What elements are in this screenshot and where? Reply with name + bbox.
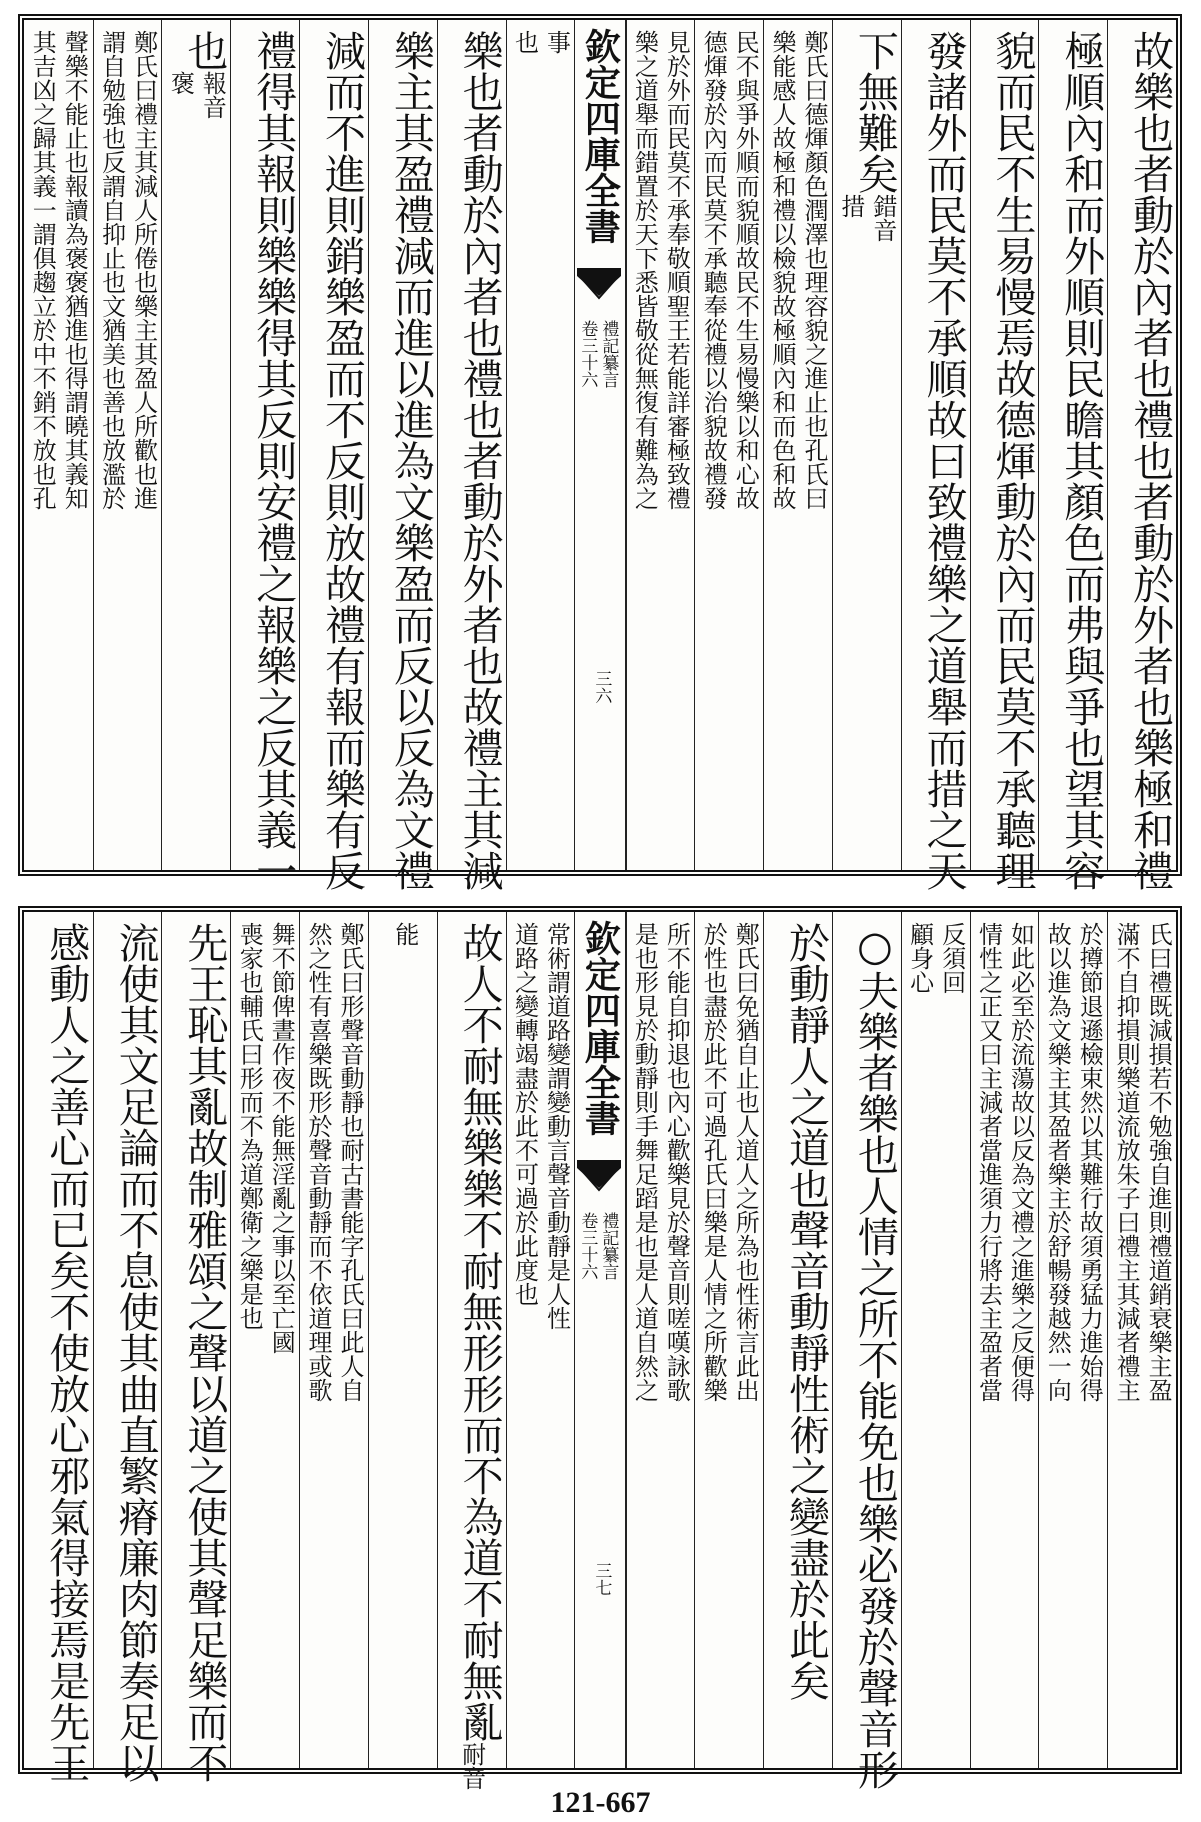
commentary-text: 見於外而民莫不承奉敬順聖王若能詳審極致禮 bbox=[662, 30, 691, 510]
text-column bbox=[230, 20, 299, 891]
text-column bbox=[161, 20, 230, 870]
commentary-text: 反須回 bbox=[937, 922, 966, 994]
commentary-text: 道路之變轉竭盡於此不可過於此度也 bbox=[510, 922, 539, 1306]
volume-label bbox=[577, 320, 619, 388]
main-text: 先王恥其亂故制雅頌之聲以道之使其聲足樂而不 bbox=[180, 922, 229, 1783]
commentary-text: 鄭氏曰德煇顏色潤澤也理容貌之進止也孔氏曰 bbox=[800, 30, 829, 510]
commentary-text: 鄭氏曰禮主其減人所倦也樂主其盈人所歡也進 bbox=[129, 30, 158, 510]
commentary-column bbox=[368, 912, 437, 1768]
commentary-text: 其吉凶之歸其義一謂俱趨立於中不銷不放也孔 bbox=[28, 30, 57, 510]
commentary-pair bbox=[97, 30, 159, 870]
text-column bbox=[1107, 20, 1176, 891]
commentary-column bbox=[970, 912, 1039, 1768]
text-column bbox=[970, 20, 1039, 891]
commentary-column bbox=[24, 20, 93, 870]
commentary-text: 樂之道舉而錯置於天下悉皆敬從無復有難為之 bbox=[630, 30, 659, 510]
commentary-pair bbox=[905, 922, 967, 1768]
text-column bbox=[299, 20, 368, 891]
commentary-pair bbox=[629, 922, 691, 1768]
main-text: ○夫樂者樂也人情之所不能免也樂必發於聲音形 bbox=[850, 922, 899, 1790]
commentary-pair bbox=[509, 922, 571, 1768]
gutter-title: 欽定四庫全書 bbox=[579, 28, 622, 244]
text-column bbox=[763, 912, 832, 1768]
note-text: 褒 bbox=[166, 71, 195, 95]
fish-tail-mark-icon bbox=[577, 1160, 621, 1194]
commentary-text: 事 bbox=[542, 30, 571, 54]
volume-label bbox=[577, 1212, 619, 1280]
volume-text: 禮記纂言 bbox=[598, 1212, 619, 1280]
main-text: 發諸外而民莫不承順故曰致禮樂之道舉而措之天 bbox=[919, 30, 968, 891]
note-text: 錯音 bbox=[868, 194, 897, 242]
main-text: 樂主其盈禮減而進以進為文樂盈而反以反為文禮 bbox=[386, 30, 435, 891]
gutter-title: 欽定四庫全書 bbox=[579, 920, 622, 1136]
note-text: 措 bbox=[836, 194, 865, 218]
commentary-column bbox=[763, 20, 832, 870]
inline-note bbox=[837, 194, 897, 242]
text-column bbox=[93, 912, 162, 1783]
commentary-text: 德煇發於內而民莫不承聽奉從禮以治貌故禮發 bbox=[699, 30, 728, 510]
main-text: 故樂也者動於內者也禮也者動於外者也樂極和禮 bbox=[1126, 30, 1175, 891]
main-text: 禮得其報則樂樂得其反則安禮之報樂之反其義一 bbox=[249, 30, 298, 891]
commentary-pair bbox=[1111, 922, 1173, 1768]
commentary-column bbox=[626, 20, 695, 870]
commentary-pair bbox=[509, 30, 571, 870]
text-column bbox=[437, 912, 506, 1790]
commentary-pair bbox=[303, 922, 365, 1768]
commentary-pair bbox=[27, 30, 89, 870]
commentary-column bbox=[626, 912, 695, 1768]
commentary-text: 樂能感人故極和禮以檢貌故極順內和而色和故 bbox=[768, 30, 797, 510]
text-column bbox=[1038, 20, 1107, 891]
upper-page-columns bbox=[24, 20, 1176, 891]
commentary-text: 所不能自抑退也內心歡樂見於聲音則嗟嘆詠歌 bbox=[662, 922, 691, 1402]
volume-text: 卷三十六 bbox=[577, 1212, 598, 1280]
page-number: 121-667 bbox=[550, 1786, 651, 1819]
commentary-pair bbox=[629, 30, 691, 870]
main-text: 樂也者動於內者也禮也者動於外者也故禮主其減 bbox=[455, 30, 504, 891]
center-gutter bbox=[574, 20, 625, 870]
commentary-pair bbox=[767, 30, 829, 870]
commentary-pair bbox=[372, 922, 434, 1768]
commentary-text: 如此必至於流蕩故以反為文禮之進樂之反便得 bbox=[1006, 922, 1035, 1402]
commentary-text: 也 bbox=[510, 30, 539, 54]
main-text: 故人不耐無樂樂不耐無形形而不為道不耐無亂 bbox=[455, 922, 504, 1742]
volume-text: 卷三十六 bbox=[577, 320, 598, 388]
commentary-pair bbox=[698, 30, 760, 870]
upper-page bbox=[18, 14, 1182, 891]
commentary-text: 氏曰禮既減損若不勉強自進則禮道銷衰樂主盈 bbox=[1144, 922, 1173, 1402]
text-column bbox=[832, 912, 901, 1790]
commentary-text: 故以進為文樂主其盈者樂主於舒暢發越然一向 bbox=[1043, 922, 1072, 1402]
commentary-column bbox=[1107, 912, 1176, 1768]
commentary-text: 鄭氏曰形聲音動靜也耐古書能字孔氏曰此人自 bbox=[336, 922, 365, 1402]
text-column bbox=[161, 912, 230, 1783]
commentary-column bbox=[506, 912, 575, 1768]
main-text: 於動靜人之道也聲音動靜性術之變盡於此矣 bbox=[782, 922, 831, 1701]
commentary-column bbox=[506, 20, 575, 870]
note-text: 耐音 bbox=[457, 1742, 486, 1790]
commentary-text: 顧身心 bbox=[905, 922, 934, 994]
commentary-text: 情性之正又曰主減者當進須力行將去主盈者當 bbox=[974, 922, 1003, 1402]
volume-text: 禮記纂言 bbox=[598, 320, 619, 388]
commentary-pair bbox=[1042, 922, 1104, 1768]
commentary-pair bbox=[234, 922, 296, 1768]
commentary-column bbox=[1038, 912, 1107, 1768]
text-column bbox=[437, 20, 506, 891]
commentary-text: 常術謂道路變謂變動言聲音動靜是人性 bbox=[542, 922, 571, 1330]
commentary-text: 能 bbox=[390, 922, 419, 946]
commentary-column bbox=[694, 912, 763, 1768]
commentary-column bbox=[230, 912, 299, 1768]
folio-number: 三六 bbox=[591, 670, 612, 704]
commentary-text: 喪家也輔氏曰形而不為道鄭衛之樂是也 bbox=[235, 922, 264, 1330]
main-text: 貌而民不生易慢焉故德煇動於內而民莫不承聽理 bbox=[988, 30, 1037, 891]
lower-page-columns bbox=[24, 912, 1176, 1790]
commentary-pair bbox=[973, 922, 1035, 1768]
note-text: 報音 bbox=[198, 71, 227, 119]
commentary-text: 謂自勉強也反謂自抑止也文猶美也善也放濫於 bbox=[97, 30, 126, 510]
main-text: 也 bbox=[180, 30, 229, 71]
main-text: 感動人之善心而已矣不使放心邪氣得接焉是先王 bbox=[42, 922, 91, 1783]
text-column bbox=[901, 20, 970, 891]
lower-page bbox=[18, 906, 1182, 1790]
commentary-column bbox=[694, 20, 763, 870]
text-column bbox=[368, 20, 437, 891]
commentary-text: 是也形見於動靜則手舞足蹈是也是人道自然之 bbox=[630, 922, 659, 1402]
commentary-pair bbox=[698, 922, 760, 1768]
commentary-text: 然之性有喜樂既形於聲音動靜而不依道理或歌 bbox=[304, 922, 333, 1402]
commentary-column bbox=[901, 912, 970, 1768]
main-text: 減而不進則銷樂盈而不反則放故禮有報而樂有反 bbox=[318, 30, 367, 891]
commentary-text: 於撙節退遜檢束然以其難行故須勇猛力進始得 bbox=[1075, 922, 1104, 1402]
fish-tail-mark-icon bbox=[577, 268, 621, 302]
inline-note bbox=[458, 1742, 486, 1790]
center-gutter bbox=[574, 912, 625, 1768]
text-column bbox=[832, 20, 901, 870]
commentary-text: 鄭氏曰免猶自止也人道人之所為也性術言此出 bbox=[731, 922, 760, 1402]
commentary-column bbox=[299, 912, 368, 1768]
commentary-text: 滿不自抑損則樂道流放朱子曰禮主其減者禮主 bbox=[1112, 922, 1141, 1402]
commentary-text: 舞不節俾晝作夜不能無淫亂之事以至亡國 bbox=[267, 922, 296, 1354]
main-text: 下無難矣 bbox=[850, 30, 899, 194]
main-text: 極順內和而外順則民瞻其顏色而弗與爭也望其容 bbox=[1057, 30, 1106, 891]
main-text: 流使其文足論而不息使其曲直繁瘠廉肉節奏足以 bbox=[111, 922, 160, 1783]
commentary-text: 聲樂不能止也報讀為褒褒猶進也得謂曉其義知 bbox=[60, 30, 89, 510]
folio-number: 三七 bbox=[591, 1562, 612, 1596]
commentary-text: 民不與爭外順而貌順故民不生易慢樂以和心故 bbox=[731, 30, 760, 510]
text-column bbox=[24, 912, 93, 1783]
inline-note bbox=[166, 71, 226, 119]
commentary-column bbox=[93, 20, 162, 870]
commentary-text: 於性也盡於此不可過孔氏曰樂是人情之所歡樂 bbox=[699, 922, 728, 1402]
